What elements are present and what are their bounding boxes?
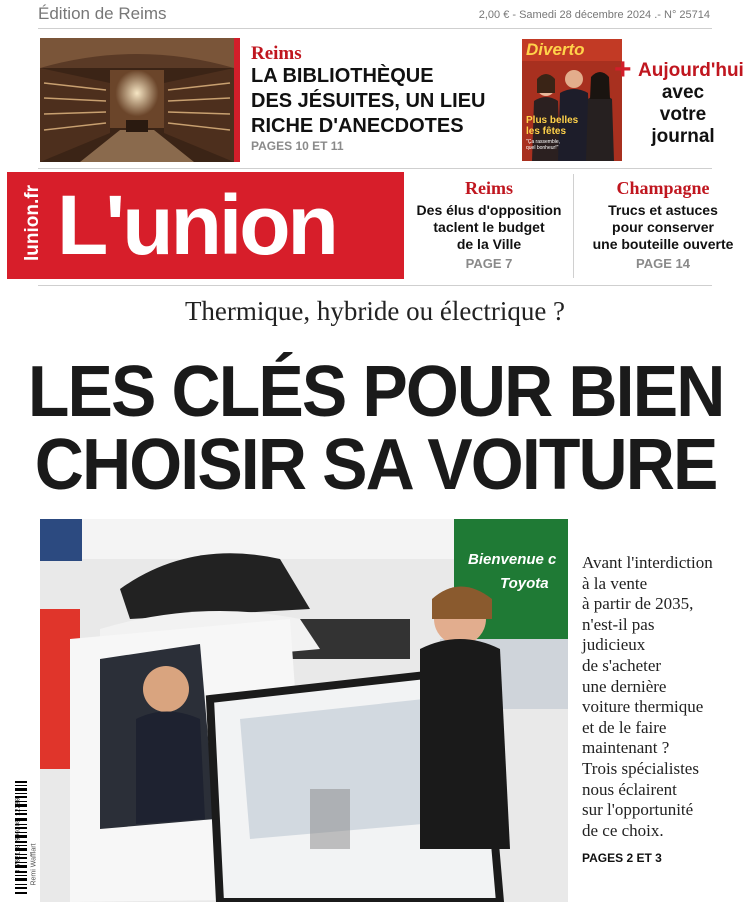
magazine-cover-text-2: les fêtes — [526, 126, 567, 137]
side-teaser-line: taclent le budget — [433, 219, 545, 235]
magazine-line-votre: votre — [659, 104, 707, 125]
article-lead-line: n'est-il pas — [582, 614, 655, 634]
library-photo[interactable] — [40, 38, 234, 162]
article-lead-line: à la vente — [582, 573, 648, 593]
article-lead-line: de ce choix. — [582, 820, 664, 840]
article-pages: PAGES 2 ET 3 — [582, 851, 662, 865]
photo-sign-line2: Toyota — [500, 575, 549, 592]
magazine-cover-small: "Ça rassemble, quel bonheur!" — [526, 139, 561, 151]
masthead-logo: L'union — [57, 178, 336, 272]
article-lead-line: sur l'opportunité — [582, 800, 694, 820]
mid-divider — [38, 168, 712, 169]
side-teaser-reims[interactable] — [406, 178, 572, 271]
main-photo-illustration — [40, 519, 568, 902]
library-title-line: RICHE D'ANECDOTES — [251, 115, 464, 137]
edition-label: Édition de Reims — [38, 4, 167, 23]
photo-credit-text: Remi Wafflart — [30, 843, 38, 886]
magazine-line-avec: avec — [661, 82, 705, 103]
magazine-teaser-lines — [628, 82, 738, 148]
side-teaser-champagne[interactable] — [580, 178, 746, 271]
headline-line[interactable]: LES CLÉS POUR BIEN — [27, 352, 724, 432]
side-teaser-line: une bouteille ouverte — [592, 236, 734, 252]
side-teaser-kicker: Champagne — [616, 178, 710, 198]
side-teaser-separator — [573, 174, 574, 278]
side-teaser-line: de la Ville — [456, 236, 522, 252]
side-teaser-page: PAGE 7 — [465, 256, 513, 271]
top-divider — [38, 28, 712, 29]
magazine-cover-text-1: Plus belles — [526, 115, 579, 126]
article-lead-line: Trois spécialistes — [582, 758, 699, 778]
library-kicker: Reims — [251, 43, 302, 64]
article-lead[interactable] — [582, 553, 750, 841]
magazine-line-journal: journal — [651, 126, 715, 147]
magazine-teaser-text[interactable] — [638, 60, 744, 82]
article-lead-line: à partir de 2035, — [582, 594, 694, 614]
side-teaser-page: PAGE 14 — [636, 256, 690, 271]
headline-overline: Thermique, hybride ou électrique ? — [184, 296, 566, 326]
masthead-divider — [38, 285, 712, 286]
article-lead-line: Avant l'interdiction — [582, 553, 713, 572]
library-title[interactable] — [251, 64, 486, 139]
article-lead-line: nous éclairent — [582, 779, 677, 799]
article-lead-line: et de le faire — [582, 717, 667, 737]
side-teaser-line: Des élus d'opposition — [416, 202, 562, 218]
photo-sign-line1: Bienvenue c — [468, 551, 557, 568]
issue-meta: 2,00 € - Samedi 28 décembre 2024 .- N° 25714 — [478, 9, 710, 21]
side-teaser-line: pour conserver — [612, 219, 714, 235]
photo-credit — [28, 835, 40, 899]
article-lead-line: voiture thermique — [582, 697, 704, 717]
library-pages: PAGES 10 ET 11 — [251, 139, 344, 153]
masthead[interactable] — [7, 172, 404, 279]
headline-line[interactable]: CHOISIR SA VOITURE — [34, 425, 717, 505]
article-lead-line: de s'acheter — [582, 655, 662, 675]
side-teaser-kicker: Reims — [465, 178, 513, 198]
side-teaser-line: Trucs et astuces — [608, 202, 718, 218]
article-lead-line: judicieux — [582, 635, 646, 655]
plus-icon: + — [614, 53, 632, 86]
main-photo[interactable] — [40, 519, 568, 902]
article-lead-line: maintenant ? — [582, 738, 670, 758]
magazine-cover-title: Diverto — [526, 40, 585, 59]
masthead-url: lunion.fr — [22, 185, 43, 261]
magazine-cover[interactable] — [522, 39, 622, 161]
library-illustration — [40, 38, 234, 162]
magazine-today: Aujourd'hui — [638, 60, 744, 81]
library-red-bar — [234, 38, 240, 162]
barcode-digits: 3 782118 990208 12280 — [14, 797, 22, 874]
barcode — [6, 779, 30, 897]
library-title-line: DES JÉSUITES, UN LIEU — [251, 90, 486, 112]
library-title-line: LA BIBLIOTHÈQUE — [251, 65, 434, 87]
article-lead-line: une dernière — [582, 676, 667, 696]
